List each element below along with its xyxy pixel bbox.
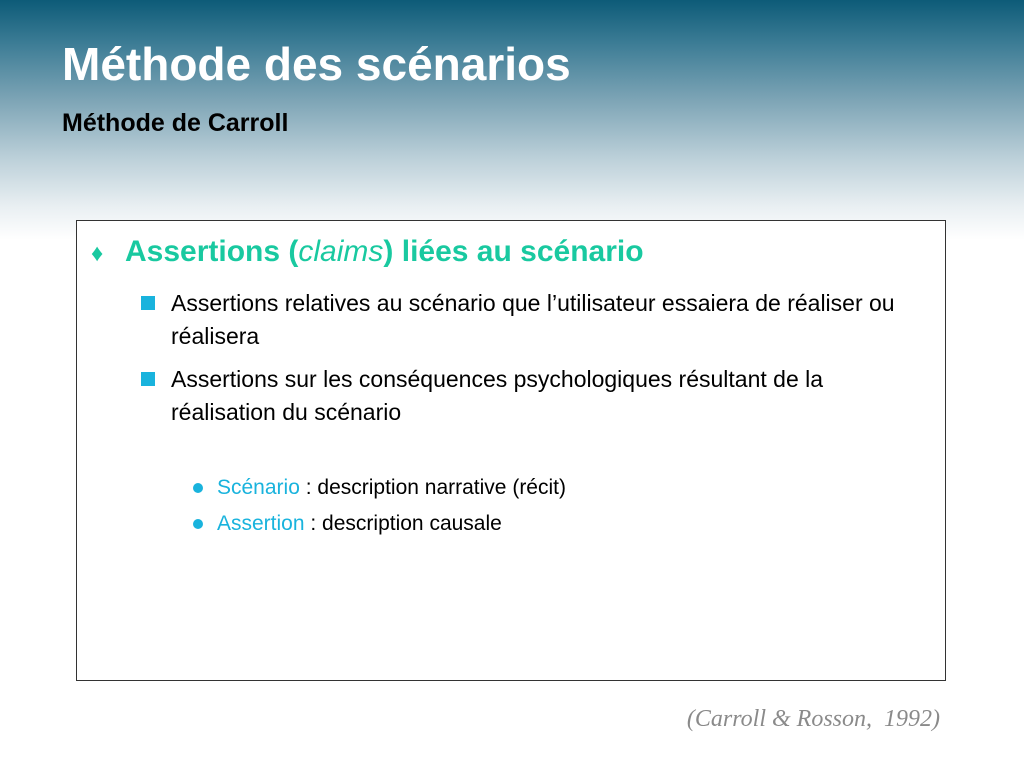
- round-bullet-icon: [193, 483, 203, 493]
- content-box: [76, 220, 946, 681]
- main-bullet-point: [91, 235, 644, 269]
- square-bullet-icon: [141, 372, 155, 386]
- definition-description: : description causale: [304, 512, 502, 535]
- main-point-text: [125, 235, 644, 269]
- diamond-icon: ♦: [91, 240, 104, 267]
- sub-bullet-point: [141, 287, 931, 353]
- sub-point-text: Assertions sur les conséquences psychologiques résultant de la réalisation du scénario: [171, 366, 824, 425]
- sub-point-text: Assertions relatives au scénario que l’utilisateur essaiera de réaliser ou réalisera: [171, 290, 895, 349]
- slide-subtitle: Méthode de Carroll: [62, 109, 289, 137]
- round-bullet-icon: [193, 519, 203, 529]
- definition-item: [193, 473, 566, 503]
- definition-term: Scénario: [217, 476, 300, 499]
- main-point-prefix: Assertions (: [125, 235, 299, 268]
- definition-description: : description narrative (récit): [299, 476, 566, 499]
- definition-term: Assertion: [217, 512, 305, 535]
- main-point-suffix: ) liées au scénario: [383, 235, 644, 268]
- main-point-emphasis: claims: [298, 235, 384, 268]
- sub-bullet-point: [141, 363, 931, 429]
- square-bullet-icon: [141, 296, 155, 310]
- definition-item: [193, 509, 502, 539]
- citation: (Carroll & Rosson, 1992): [686, 706, 940, 732]
- slide-title: Méthode des scénarios: [62, 38, 571, 90]
